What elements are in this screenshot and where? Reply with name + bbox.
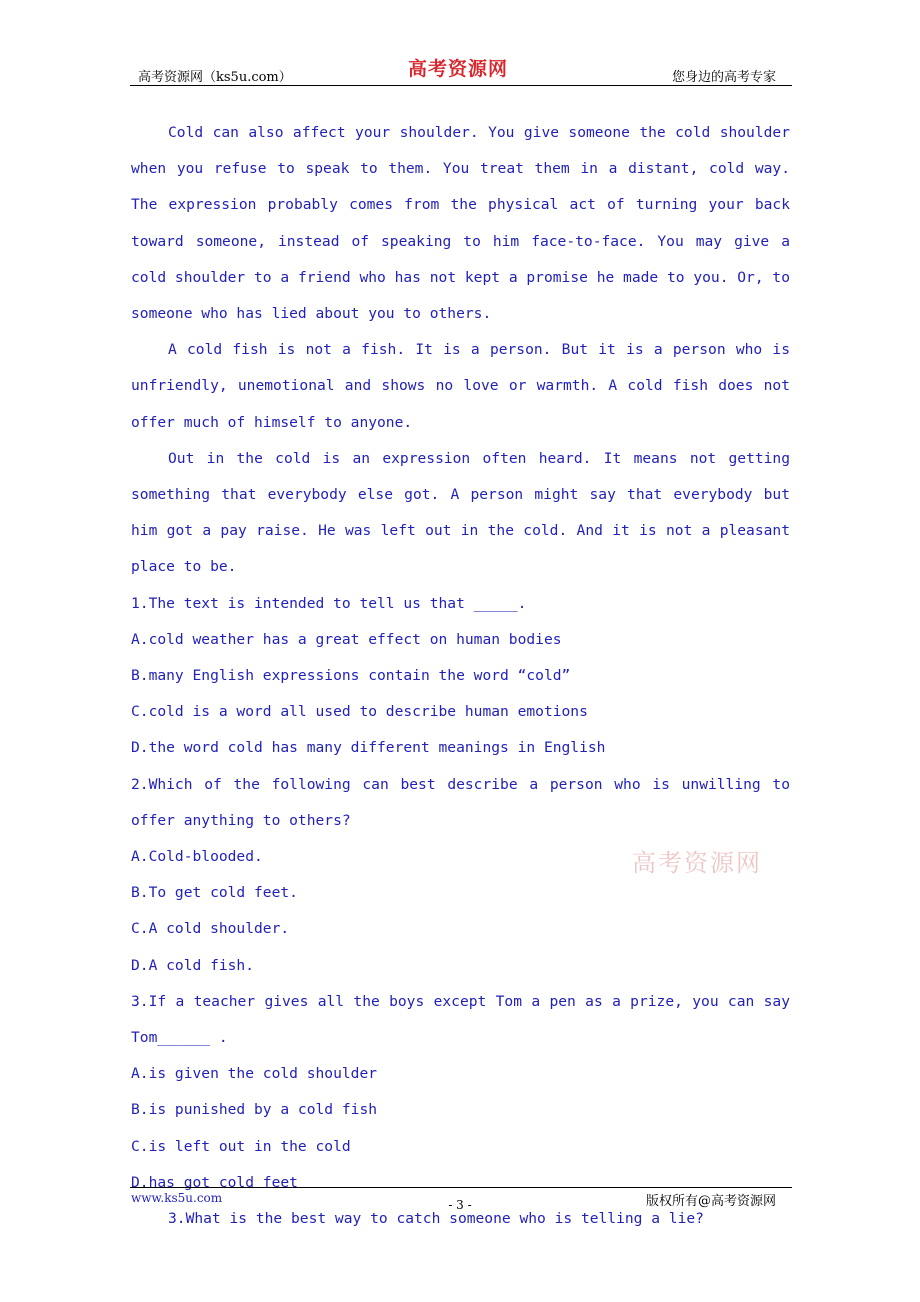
paragraph: Out in the cold is an expression often heard. It means not getting something that everybody else got. A person might say that everybody but him got a pay raise. He was left out in the cold. And it is not a pleasant place to be. (131, 449, 790, 576)
question-stem: 1.The text is intended to tell us that _____. (131, 594, 527, 612)
answer-option: D.A cold fish. (131, 956, 255, 974)
page-number: - 3 - (448, 1198, 472, 1212)
footer-divider (130, 1187, 792, 1188)
header-site-name: 高考资源网（ks5u.com） (138, 70, 292, 85)
question-stem: 3.What is the best way to catch someone who is telling a lie? (168, 1210, 704, 1228)
answer-option: B.To get cold feet. (131, 884, 298, 902)
answer-option: C.cold is a word all used to describe human emotions (131, 703, 588, 721)
header-divider (130, 85, 792, 86)
answer-option: B.many English expressions contain the word “cold” (131, 667, 571, 685)
document-body (131, 115, 790, 1237)
answer-option: C.is left out in the cold (131, 1137, 351, 1155)
header-slogan: 您身边的高考专家 (672, 70, 777, 85)
answer-option: A.Cold-blooded. (131, 848, 263, 866)
paragraph: Cold can also affect your shoulder. You give someone the cold shoulder when you refuse to speak to them. You treat them in a distant, cold way. The expression probably comes from the physical act of turning your back toward someone, instead of speaking to him face-to-face. You may give a cold shoulder to a friend who has not kept a promise he made to you. Or, to someone who has lied about you to others. (131, 124, 790, 323)
answer-option: B.is punished by a cold fish (131, 1101, 378, 1119)
footer-link[interactable]: www.ks5u.com (131, 1191, 223, 1205)
paragraph: A cold fish is not a fish. It is a person. But it is a person who is unfriendly, unemotional and shows no love or warmth. A cold fish does not offer much of himself to anyone. (131, 341, 790, 431)
footer-copyright: 版权所有@高考资源网 (646, 1194, 777, 1209)
answer-option: A.cold weather has a great effect on human bodies (131, 630, 562, 648)
question-stem: 3.If a teacher gives all the boys except Tom a pen as a prize, you can say Tom______ . (131, 992, 790, 1047)
question-stem: 2.Which of the following can best describe a person who is unwilling to offer anything to others? (131, 775, 790, 829)
answer-option: A.is given the cold shoulder (131, 1065, 378, 1083)
answer-option: D.has got cold feet (131, 1173, 298, 1191)
header-logo: 高考资源网 (408, 58, 509, 80)
watermark: 高考资源网 (632, 849, 762, 877)
answer-option: D.the word cold has many different meanings in English (131, 739, 606, 757)
answer-option: C.A cold shoulder. (131, 920, 290, 938)
